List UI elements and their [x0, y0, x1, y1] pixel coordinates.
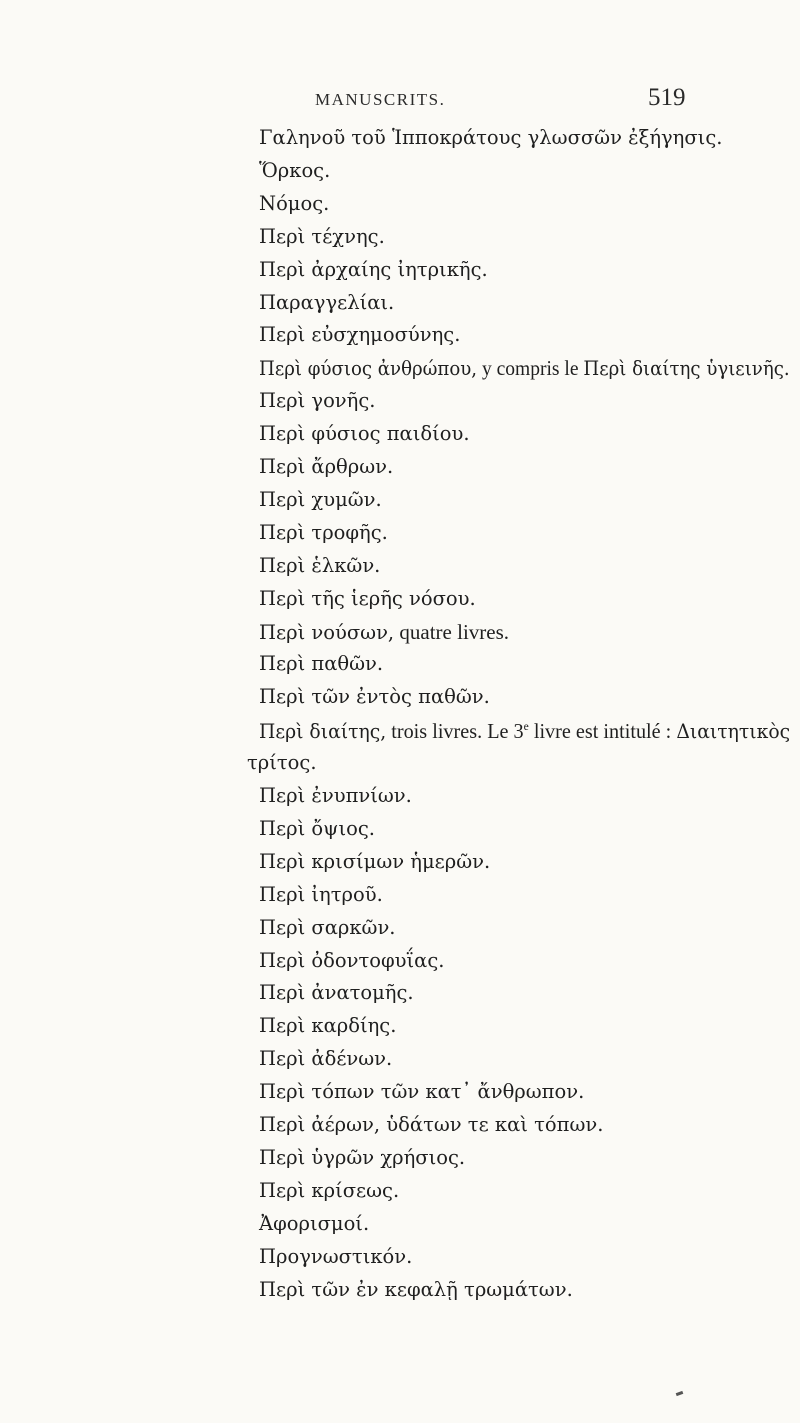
greek-title: Περὶ παθῶν. [259, 652, 384, 676]
list-item [259, 586, 476, 610]
list-item [259, 687, 490, 707]
greek-title: Ὅρκος. [259, 158, 331, 182]
list-item [259, 358, 790, 379]
list-item [259, 325, 460, 345]
greek-title: Περὶ φύσιος ἀνθρώπου, [259, 357, 478, 381]
greek-title: Περὶ γονῆς. [259, 389, 376, 413]
list-item [259, 1049, 392, 1069]
list-item [259, 1145, 466, 1169]
greek-title: Περὶ κρίσεως. [259, 1178, 400, 1202]
greek-title: Περὶ ἄρθρων. [259, 455, 394, 478]
greek-title: Παραγγελίαι. [259, 290, 395, 314]
greek-title: Περὶ κρισίμων ἡμερῶν. [259, 849, 491, 873]
greek-title: Περὶ ἀρχαίης ἰητρικῆς. [259, 257, 488, 281]
greek-title: Περὶ τῶν ἐντὸς παθῶν. [259, 685, 490, 709]
list-item [247, 753, 317, 773]
greek-title: Περὶ ὀδοντοφυΐας. [259, 948, 445, 972]
list-item [259, 128, 722, 148]
greek-title: Νόμος. [259, 191, 330, 215]
list-item [259, 1016, 396, 1036]
list-item [259, 424, 470, 444]
list-item [259, 948, 445, 972]
greek-title: Περὶ τέχνης. [259, 224, 385, 248]
greek-title: Περὶ εὐσχημοσύνης. [259, 323, 461, 347]
list-item [259, 882, 383, 906]
list-item [259, 1277, 573, 1301]
greek-title: Περὶ ἀδένων. [259, 1047, 393, 1071]
list-item [259, 816, 375, 840]
list-item [259, 257, 488, 281]
list-item [259, 915, 396, 939]
greek-title: Περὶ ἀνατομῆς. [259, 981, 414, 1005]
page-number: 519 [648, 84, 686, 111]
list-item [259, 520, 388, 544]
list-item [259, 1178, 400, 1202]
list-item [259, 1115, 603, 1135]
list-item [259, 553, 381, 577]
list-item [259, 224, 385, 248]
greek-title: Περὶ ἐνυπνίων. [259, 784, 412, 807]
list-item [259, 720, 790, 742]
greek-title: Περὶ καρδίης. [259, 1014, 397, 1038]
list-item [259, 158, 331, 182]
list-item [259, 391, 375, 411]
running-head: MANUSCRITS. [315, 90, 446, 109]
french-note: trois livres. Le 3e livre est intitulé : [386, 719, 677, 744]
list-item [259, 983, 414, 1003]
greek-title: Περὶ τροφῆς. [259, 520, 388, 544]
greek-title: Γαληνοῦ τοῦ Ἱπποκράτους γλωσσῶν ἐξήγησις. [259, 126, 723, 149]
list-item [259, 849, 491, 873]
list-item [259, 786, 412, 806]
list-item [259, 290, 395, 314]
page-header [0, 84, 800, 118]
greek-title-secondary: Περὶ διαίτης ὑγιεινῆς. [583, 357, 790, 381]
french-note: y compris le [477, 356, 584, 381]
greek-title-secondary: Διαιτητικὸς [676, 720, 791, 744]
list-item [259, 1082, 584, 1102]
list-item [259, 457, 393, 477]
greek-title: Περὶ διαίτης, [259, 720, 387, 744]
french-note: quatre livres. [394, 619, 510, 644]
greek-title: Περὶ χυμῶν. [259, 487, 382, 511]
ink-mark [676, 1391, 684, 1396]
greek-title: Περὶ ὄψιος. [259, 816, 375, 840]
greek-title: Περὶ τῶν ἐν κεφαλῇ τρωμάτων. [259, 1277, 573, 1301]
list-item [259, 654, 383, 674]
greek-title: Περὶ τόπων τῶν κατ᾽ ἄνθρωπον. [259, 1080, 585, 1104]
list-item [259, 1244, 413, 1268]
greek-title: Περὶ νούσων, [259, 620, 395, 644]
greek-title: τρίτος. [247, 751, 317, 775]
greek-title: Περὶ φύσιος παιδίου. [259, 422, 470, 446]
greek-title: Περὶ ἑλκῶν. [259, 553, 381, 577]
greek-title: Περὶ τῆς ἱερῆς νόσου. [259, 586, 476, 610]
greek-title: Προγνωστικόν. [259, 1244, 413, 1268]
greek-title: Περὶ ἀέρων, ὑδάτων τε καὶ τόπων. [259, 1113, 604, 1136]
list-item [259, 619, 510, 644]
list-item [259, 1211, 370, 1235]
list-item [259, 487, 382, 511]
greek-title: Περὶ ὑγρῶν χρήσιος. [259, 1145, 466, 1169]
greek-title: Ἀφορισμοί. [259, 1211, 370, 1235]
greek-title: Περὶ σαρκῶν. [259, 915, 396, 939]
greek-title: Περὶ ἰητροῦ. [259, 882, 383, 906]
list-item [259, 191, 330, 215]
